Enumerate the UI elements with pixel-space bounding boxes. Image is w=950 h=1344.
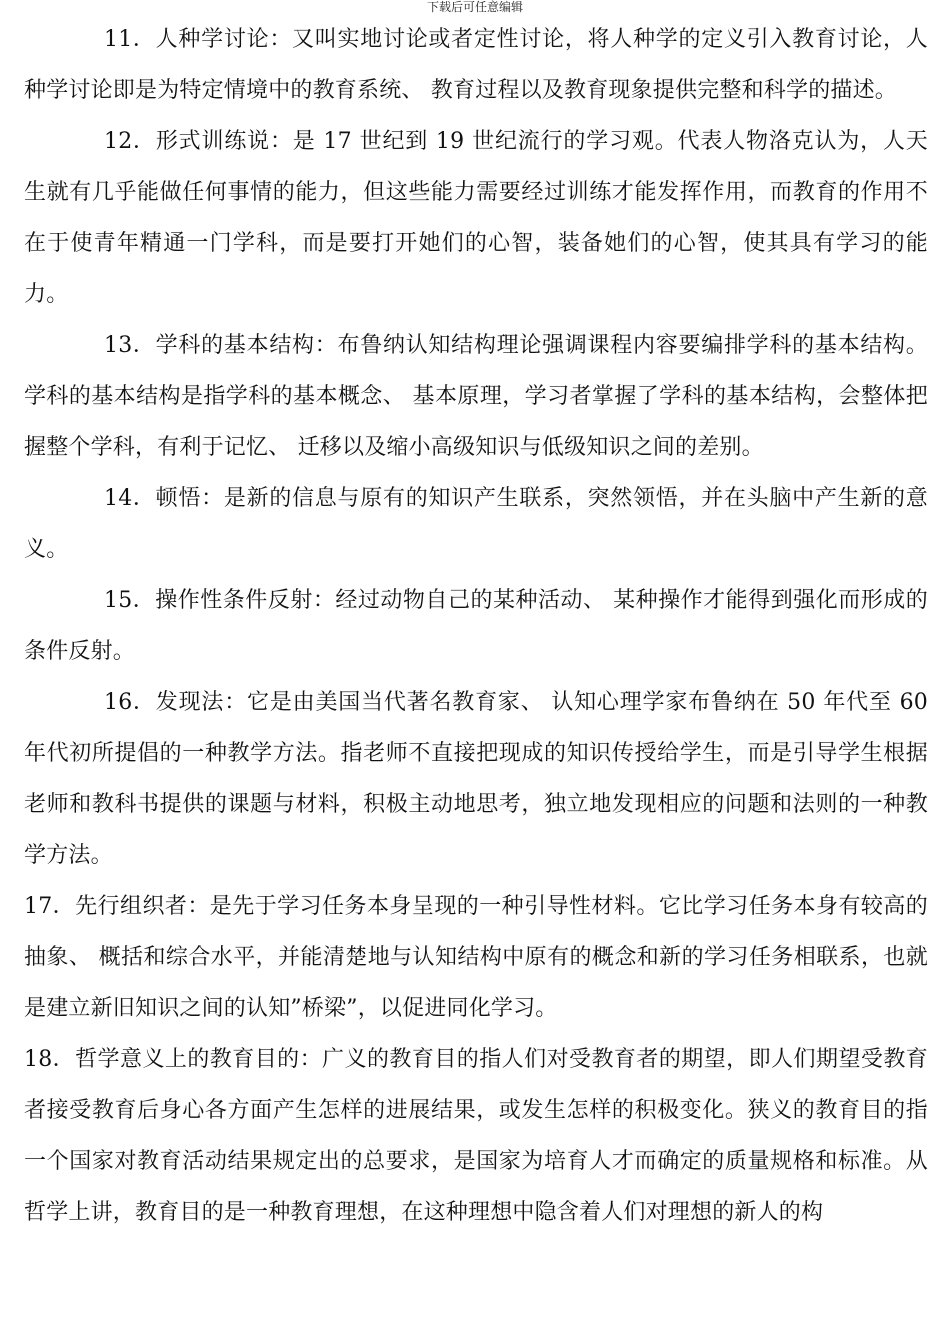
- document-body: [24, 14, 928, 1238]
- term-paragraph-17: 17．先行组织者：是先于学习任务本身呈现的一种引导性材料。它比学习任务本身有较高的抽象、 概括和综合水平，并能清楚地与认知结构中原有的概念和新的学习任务相联系，也就是建立新旧知识之间的认知”桥梁”，以促进同化学习。: [24, 894, 928, 1021]
- term-paragraph-16: 16．发现法：它是由美国当代著名教育家、 认知心理学家布鲁纳在 50 年代至 60 年代初所提倡的一种教学方法。指老师不直接把现成的知识传授给学生，而是引导学生根据老师和教科书提供的课题与材料，积极主动地思考，独立地发现相应的问题和法则的一种教学方法。: [24, 690, 928, 868]
- term-paragraph-15: 15．操作性条件反射：经过动物自己的某种活动、 某种操作才能得到强化而形成的条件反射。: [24, 588, 928, 664]
- term-paragraph-14: 14．顿悟：是新的信息与原有的知识产生联系，突然领悟，并在头脑中产生新的意义。: [24, 486, 928, 562]
- term-paragraph-12: 12．形式训练说：是 17 世纪到 19 世纪流行的学习观。代表人物洛克认为，人天生就有几乎能做任何事情的能力，但这些能力需要经过训练才能发挥作用，而教育的作用不在于使青年精通一门学科，而是要打开她们的心智，装备她们的心智，使其具有学习的能力。: [24, 129, 928, 307]
- term-paragraph-18: 18．哲学意义上的教育目的：广义的教育目的指人们对受教育者的期望，即人们期望受教育者接受教育后身心各方面产生怎样的进展结果，或发生怎样的积极变化。狭义的教育目的指一个国家对教育活动结果规定出的总要求，是国家为培育人才而确定的质量规格和标准。从哲学上讲，教育目的是一种教育理想，在这种理想中隐含着人们对理想的新人的构: [24, 1047, 928, 1225]
- page-header-note: 下载后可任意编辑: [426, 0, 523, 14]
- term-paragraph-11: 11．人种学讨论：又叫实地讨论或者定性讨论，将人种学的定义引入教育讨论，人种学讨论即是为特定情境中的教育系统、 教育过程以及教育现象提供完整和科学的描述。: [24, 27, 928, 103]
- term-paragraph-13: 13．学科的基本结构：布鲁纳认知结构理论强调课程内容要编排学科的基本结构。学科的基本结构是指学科的基本概念、 基本原理，学习者掌握了学科的基本结构，会整体把握整个学科，有利于记忆、 迁移以及缩小高级知识与低级知识之间的差别。: [24, 333, 928, 460]
